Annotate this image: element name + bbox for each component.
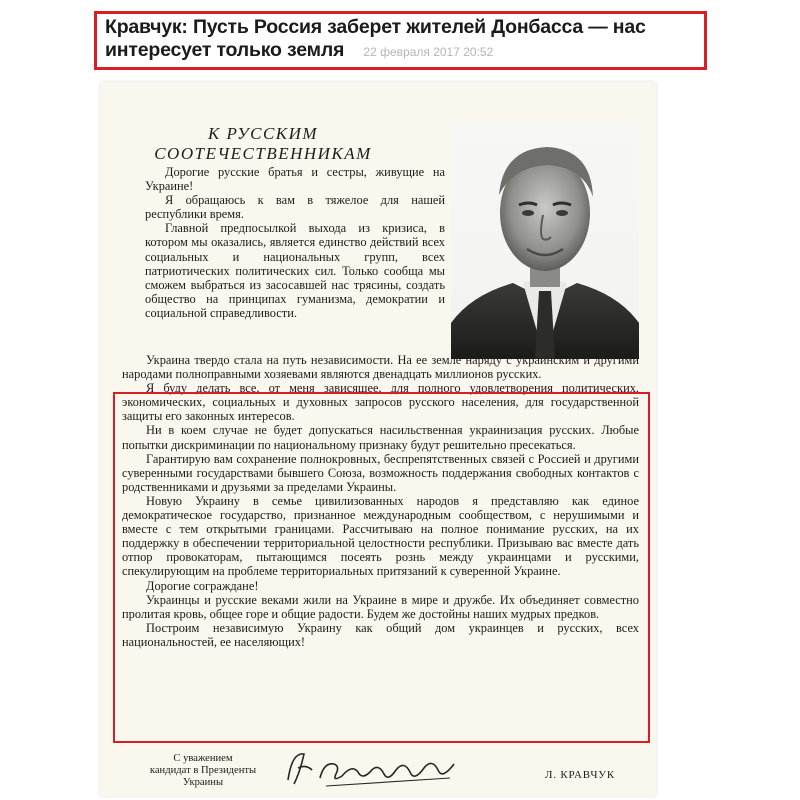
paragraph-promise: Я буду делать все, от меня зависящее, для полного удовлетворения политических, экономических, социальных и духовных запросов русского населения, для государственной защиты его законных интересов. <box>122 381 639 424</box>
paragraph-guarantee: Гарантирую вам сохранение полнокровных, беспрепятственных связей с Россией и другими суверенными государствами бывшего Союза, возможность поддержания свободных контактов с родственниками и друзьями за пределами Украины. <box>122 451 639 494</box>
headline[interactable] <box>105 16 696 64</box>
paragraph-greeting: Дорогие русские братья и сестры, живущие на Украине! <box>145 165 445 194</box>
heading-line-2: СООТЕЧЕСТВЕННИКАМ <box>154 144 372 163</box>
closing-block <box>142 753 264 789</box>
closing-line-1: С уважением <box>173 753 233 764</box>
signature-name: Л. КРАВЧУК <box>545 769 616 781</box>
paragraph-new-ukraine: Новую Украину в семье цивилизованных народов я представляю как единое демократическое государство, признанное международным сообществом, с нерушимыми и вместе с тем открытыми границами. Рассчитываю на полное понимание русских, на их поддержку в обеспечении территориальной целостности республики. Призываю вас вместе дать отпор провокаторам, пытающимся посеять рознь между украинцами и русскими, спекулирующим на проблеме территориальных притязаний к суверенной Украине. <box>122 493 639 579</box>
closing-line-3: Украины <box>182 777 224 788</box>
leaflet-heading <box>143 124 383 164</box>
quote-highlight-box <box>113 392 650 743</box>
headline-date: 22 февраля 2017 20:52 <box>363 45 494 59</box>
closing-line-2: кандидат в Президенты <box>149 765 257 776</box>
paragraph-appeal: Я обращаюсь к вам в тяжелое для нашей республики время. <box>145 193 445 222</box>
portrait-photo <box>451 123 639 359</box>
paragraph-crisis: Главной предпосылкой выхода из кризиса, в котором мы оказались, является единство действий всех социальных и национальных групп, всех патриотических политических сил. Только сообща мы сможем выбраться из засосавшей нас трясины, создать общество на принципах гуманизма, демократии и социальной справедливости. <box>145 221 445 320</box>
column-text <box>145 165 445 320</box>
paragraph-friendship: Украинцы и русские веками жили на Украине в мире и дружбе. Их объединяет совместно пролитая кровь, общее горе и общие радости. Будем же достойны наших мудрых предков. <box>122 592 639 621</box>
paragraph-no-ukrainization: Ни в коем случае не будет допускаться насильственная украинизация русских. Любые попытки дискриминации по национальному признаку будут решительно пресекаться. <box>122 423 639 452</box>
paragraph-dear-citizens: Дорогие сограждане! <box>146 578 259 593</box>
portrait-illustration <box>451 123 639 359</box>
headline-highlight-box <box>94 11 707 70</box>
heading-line-1: К РУССКИМ <box>207 124 319 143</box>
paragraph-independence: Украина твердо стала на путь независимости. На ее земле наряду с украинским и другими народами полноправными хозяевами являются двенадцать миллионов русских. <box>122 353 639 382</box>
headline-title[interactable]: Кравчук: Пусть Россия заберет жителей Донбасса — нас интересует только земля <box>105 16 646 61</box>
handwritten-signature <box>274 742 474 792</box>
paragraph-common-home: Построим независимую Украину как общий дом украинцев и русских, всех национальностей, ее населяющих! <box>122 620 639 649</box>
